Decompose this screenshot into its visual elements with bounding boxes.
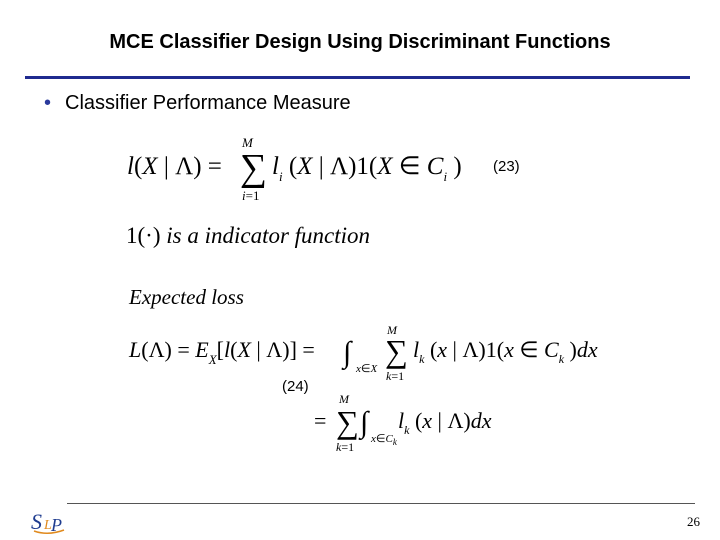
svg-text:∫: ∫ (360, 406, 369, 439)
page-number: 26 (687, 514, 700, 529)
title-underline (25, 76, 690, 79)
bullet-item (44, 92, 351, 115)
svg-text:M: M (242, 135, 253, 150)
slp-logo-icon (28, 505, 68, 537)
bullet-dot-icon: • (44, 92, 52, 114)
svg-text:Expected loss: Expected loss (129, 285, 244, 309)
svg-text:li (X | Λ)1(X ∈ Ci ): $l_i$ (X | Λ)1(X ∈ $C_i$ ) (272, 153, 462, 184)
svg-text:1(·) is a indicator function: 1(·) is a indicator function (126, 223, 371, 248)
svg-text:∑: ∑ (336, 404, 359, 440)
slide-title: MCE Classifier Design Using Discriminant Functions (109, 31, 611, 53)
svg-text:∑: ∑ (385, 333, 408, 369)
svg-text:S: S (31, 509, 42, 534)
svg-text:M: M (387, 323, 397, 337)
svg-text:k=1: k=1 (336, 440, 355, 454)
svg-text:∑: ∑ (240, 147, 268, 189)
bullet-text: Classifier Performance Measure (65, 92, 351, 114)
equation-23-label: (23) (493, 158, 520, 175)
svg-text:l(X | Λ) =: l(X | Λ) = (127, 153, 222, 180)
svg-text:lk (x | Λ)1(x ∈ Ck )dx: $l_k$ (x | Λ)1(x ∈ $C_k$ )dx (413, 337, 598, 366)
svg-text:i=1: i=1 (242, 188, 260, 203)
svg-text:M: M (339, 392, 349, 406)
svg-text:L(Λ) = EX[l(X | Λ)] =: $L(\Lambda) = E_X[l(X$ | Λ)] = (129, 337, 315, 367)
svg-text:x∈X: x∈X (356, 363, 378, 375)
svg-text:L: L (44, 518, 52, 533)
svg-text:∫: ∫ (343, 336, 352, 369)
svg-text:P: P (51, 515, 62, 535)
svg-text:=: = (314, 408, 327, 433)
svg-text:lk (x | Λ)dx: $l_k$ (x | Λ)dx (398, 408, 492, 437)
svg-text:x∈Ck: $x\in C_k$ (371, 433, 397, 447)
svg-text:k=1: k=1 (386, 369, 405, 383)
equation-24-label: (24) (282, 378, 309, 395)
footer-divider (67, 503, 695, 504)
